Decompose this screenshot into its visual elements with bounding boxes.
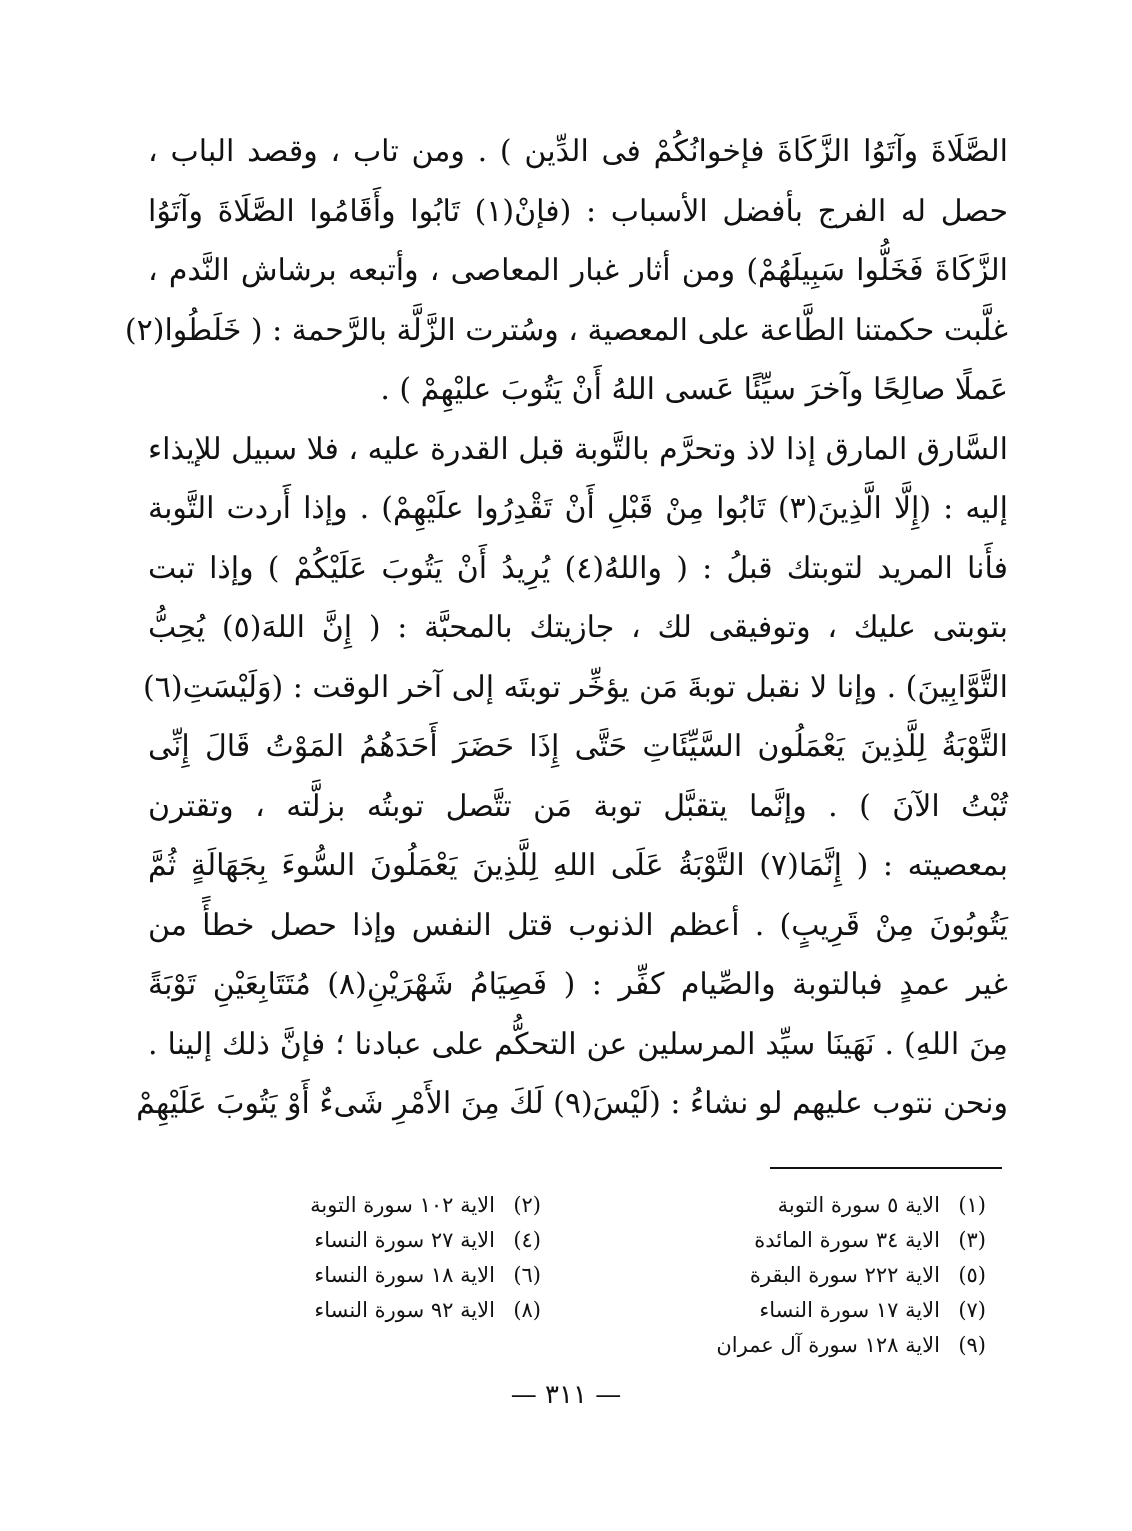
page-number: — ٣١١ — — [510, 1380, 622, 1410]
footnote — [656, 1223, 986, 1258]
footnote — [241, 1188, 541, 1223]
footnote-number: (٨) — [513, 1298, 541, 1322]
text-line: غلَّبت حكمتنا الطَّاعة على المعصية ، وسُترت الزَّلَّة بالرَّحمة : ( خَلَطُوا(٢) — [124, 312, 1008, 348]
footnote-text: الاية ١٧ سورة النساء — [759, 1298, 940, 1322]
paragraph-2 — [136, 420, 1009, 1134]
footnote-number: (٩) — [958, 1333, 986, 1357]
footnote-number: (٦) — [513, 1263, 541, 1287]
text-line: السَّارق المارق إذا لاذ وتحرَّم بالتَّوبة قبل القدرة عليه ، فلا سبيل للإيذاء — [148, 431, 1008, 467]
body-text — [124, 122, 1009, 1134]
text-line: عَملًا صالِحًا وآخرَ سيِّئًا عَسى اللهُ أَنْ يَتُوبَ عليْهِمْ ) . — [380, 372, 1008, 407]
footnote — [656, 1293, 986, 1328]
footnote-number: (٣) — [958, 1228, 986, 1252]
paragraph-1 — [124, 122, 1008, 420]
footnote-number: (١) — [958, 1193, 986, 1217]
footnote-text: الاية ٣٤ سورة المائدة — [754, 1228, 940, 1252]
footnote-number: (٤) — [513, 1228, 541, 1252]
text-line: بتوبتى عليك ، وتوفيقى لك ، جازيتك بالمحبَّة : ( إِنَّ اللهَ(٥) يُحِبُّ — [148, 610, 1008, 645]
footnote-text: الاية ١٢٨ سورة آل عمران — [716, 1333, 940, 1357]
text-line: إليه : (إِلَّا الَّذِينَ(٣) تَابُوا مِنْ قَبْلِ أَنْ تَقْدِرُوا علَيْهِمْ) . وإذا أَردت التَّوبة — [148, 491, 1008, 526]
footnote — [241, 1223, 541, 1258]
footnote-text: الاية ٩٢ سورة النساء — [314, 1298, 495, 1322]
text-line: الزَّكَاةَ فَخَلُّوا سَبِيلَهُمْ) ومن أثار غبار المعاصى ، وأتبعه برشاش النَّدم ، — [148, 253, 1008, 288]
footnote-number: (٧) — [958, 1298, 986, 1322]
text-line: التَّوْبَةُ لِلَّذِينَ يَعْمَلُون السَّيِّئَاتِ حَتَّى إِذَا حَضَرَ أَحَدَهُمُ المَوْتُ قَالَ إِنِّى — [148, 729, 1008, 764]
text-line: تُبْتُ الآنَ ) . وإنَّما يتقبَّل توبة مَن تتَّصل توبتُه بزلَّته ، وتقترن — [148, 788, 1008, 824]
footnote — [656, 1328, 986, 1363]
text-line: التَّوَّابِينَ) . وإنا لا نقبل توبةَ مَن يؤخِّر توبتَه إلى آخر الوقت : (وَلَيْسَتِ(٦) — [143, 669, 1008, 705]
text-line: بمعصيته : ( إِنَّمَا(٧) التَّوْبَةُ عَلَى اللهِ لِلَّذِينَ يَعْمَلُونَ السُّوءَ بِجَهَالَةٍ ثُمَّ — [148, 848, 1009, 883]
text-line: فأَنا المريد لتوبتك قبلُ : ( واللهُ(٤) يُرِيدُ أَنْ يَتُوبَ عَلَيْكُمْ ) وإذا تبت — [148, 550, 1008, 586]
footnote-text: الاية ٢٢٢ سورة البقرة — [749, 1263, 940, 1287]
footnote-text: الاية ٢٧ سورة النساء — [314, 1228, 495, 1252]
footnote-text: الاية ١٠٢ سورة التوبة — [310, 1193, 495, 1217]
footnotes-column-right — [656, 1188, 986, 1363]
footnote — [241, 1258, 541, 1293]
text-line: يَتُوبُونَ مِنْ قَرِيبٍ) . أعظم الذنوب قتل النفس وإذا حصل خطأً من — [148, 907, 1008, 943]
text-line: غير عمدٍ فبالتوبة والصِّيام كفِّر : ( فَصِيَامُ شَهْرَيْنِ(٨) مُتَتَابِعَيْنِ تَوْبَةً — [148, 967, 1008, 1002]
footnote — [656, 1258, 986, 1293]
footnote-number: (٥) — [958, 1263, 986, 1287]
text-line: مِنَ اللهِ) . نَهَينَا سيِّد المرسلين عن التحكُّم على عبادنا ؛ فإنَّ ذلك إلينا . — [148, 1026, 1008, 1062]
footnote-text: الاية ١٨ سورة النساء — [314, 1263, 495, 1287]
text-line: ونحن نتوب عليهم لو نشاءُ : (لَيْسَ(٩) لَكَ مِنَ الأَمْرِ شَىءٌ أَوْ يَتُوبَ عَلَيْهِمْ — [136, 1086, 1008, 1121]
footnote — [241, 1293, 541, 1328]
footnote-number: (٢) — [513, 1193, 541, 1217]
footnotes-column-left — [241, 1188, 541, 1328]
text-line: الصَّلَاةَ وآتَوُا الزَّكَاةَ فإخوانُكُمْ فى الدِّين ) . ومن تاب ، وقصد الباب ، — [148, 134, 1008, 169]
text-line: حصل له الفرج بأفضل الأسباب : (فإنْ(١) تَابُوا وأَقَامُوا الصَّلَاةَ وآتَوُا — [148, 193, 1008, 229]
footnote-text: الاية ٥ سورة التوبة — [777, 1193, 940, 1217]
footnote — [656, 1188, 986, 1223]
footnote-separator — [770, 1167, 1002, 1169]
